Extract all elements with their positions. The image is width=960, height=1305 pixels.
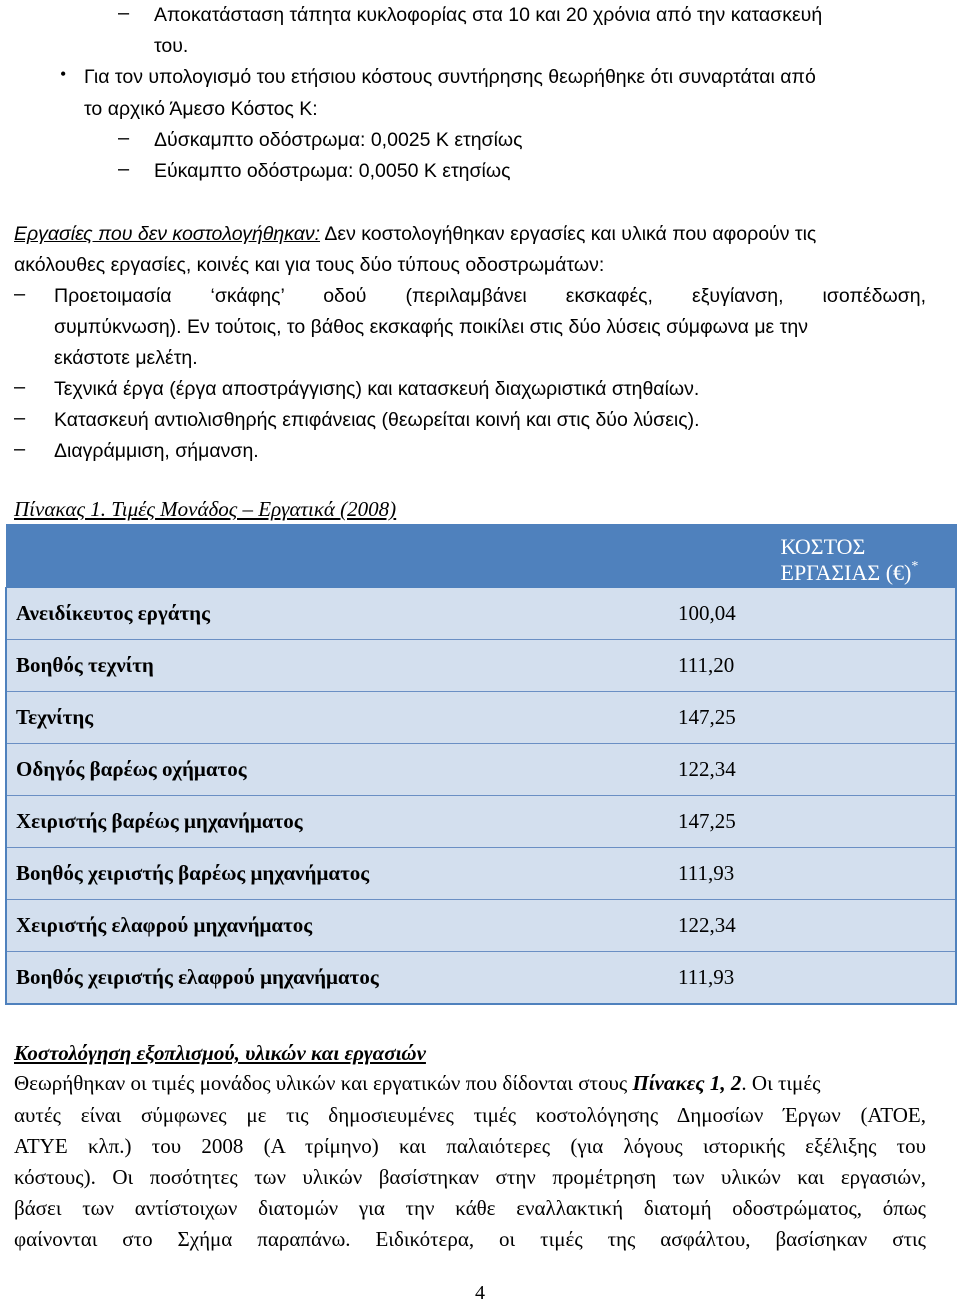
costing-line-1: Θεωρήθηκαν οι τιμές μονάδος υλικών και εργατικών που δίδονται στους Πίνακες 1, 2. Οι τιμές: [14, 1071, 821, 1095]
table-row: [6, 848, 956, 900]
uncosted-line-2: ακόλουθες εργασίες, κοινές και για τους δύο τύπους οδοστρωμάτων:: [14, 254, 605, 276]
table-row: [6, 588, 956, 640]
dash-marker: –: [14, 376, 26, 398]
uncosted-item: Κατασκευή αντιολισθηρής επιφάνειας (θεωρείται κοινή και στις δύο λύσεις).: [54, 409, 700, 431]
row-label: Χειριστής ελαφρού μηχανήματος: [6, 900, 676, 952]
row-value: 100,04: [676, 588, 956, 640]
bullet-text: Για τον υπολογισμό του ετήσιου κόστους συντήρησης θεωρήθηκε ότι συναρτάται από: [84, 66, 816, 88]
sub-item-rigid: Δύσκαμπτο οδόστρωμα: 0,0025 Κ ετησίως: [154, 129, 523, 151]
uncosted-item: Προετοιμασία ‘σκάφης’ οδού (περιλαμβάνει εκσκαφές, εξυγίανση, ισοπέδωση,: [54, 285, 926, 307]
table-row: [6, 900, 956, 952]
uncosted-intro: Δεν κοστολογήθηκαν εργασίες και υλικά που αφορούν τις: [324, 223, 817, 245]
dash-marker: –: [14, 407, 26, 429]
table-header-row: [6, 525, 956, 588]
row-value: 111,93: [676, 952, 956, 1005]
dash-item-text-cont: του.: [154, 35, 189, 57]
costing-line: ΑΤΥΕ κλπ.) του 2008 (Α τρίμηνο) και παλαιότερες (για λόγους ιστορικής εξέλιξης του: [14, 1134, 926, 1158]
row-value: 147,25: [676, 796, 956, 848]
costing-line: φαίνονται στο Σχήμα παραπάνω. Ειδικότερα, οι τιμές της ασφάλτου, βασίσηκαν στις: [14, 1227, 926, 1251]
table-header: ΚΟΣΤΟΣ ΕΡΓΑΣΙΑΣ (€)*: [676, 525, 956, 588]
row-label: Χειριστής βαρέως μηχανήματος: [6, 796, 676, 848]
uncosted-item: Τεχνικά έργα (έργα αποστράγγισης) και κατασκευή διαχωριστικά στηθαίων.: [54, 378, 700, 400]
costing-line: βάσει των αντίστοιχων διατομών για την κάθε εναλλακτική διατομή οδοστρώματος, όπως: [14, 1196, 926, 1220]
costing-line: κόστους). Οι ποσότητες των υλικών βασίστηκαν στην προμέτρηση των υλικών και εργασιών,: [14, 1165, 926, 1189]
row-value: 111,93: [676, 848, 956, 900]
row-label: Βοηθός τεχνίτη: [6, 640, 676, 692]
uncosted-heading: Εργασίες που δεν κοστολογήθηκαν:: [14, 223, 321, 245]
row-value: 122,34: [676, 900, 956, 952]
table-row: [6, 640, 956, 692]
labor-cost-table: [5, 524, 957, 1005]
table-row: [6, 744, 956, 796]
dash-marker: –: [14, 283, 26, 305]
page-number: 4: [475, 1282, 485, 1304]
row-label: Βοηθός χειριστής βαρέως μηχανήματος: [6, 848, 676, 900]
row-value: 111,20: [676, 640, 956, 692]
row-value: 122,34: [676, 744, 956, 796]
uncosted-item: Διαγράμμιση, σήμανση.: [54, 440, 259, 462]
dash-marker: –: [118, 127, 130, 149]
dash-marker: –: [118, 2, 130, 24]
bullet-marker: •: [60, 64, 67, 84]
tables-reference: Πίνακες 1, 2: [632, 1071, 742, 1095]
footnote-mark: *: [911, 558, 919, 574]
table-caption: Πίνακας 1. Τιμές Μονάδος – Εργατικά (2008): [14, 497, 397, 521]
row-value: 147,25: [676, 692, 956, 744]
table-row: [6, 692, 956, 744]
table-row: [6, 796, 956, 848]
row-label: Τεχνίτης: [6, 692, 676, 744]
costing-line: αυτές είναι σύμφωνες με τις δημοσιευμένες τιμές κοστολόγησης Δημοσίων Έργων (ΑΤΟΕ,: [14, 1103, 926, 1127]
uncosted-item-cont: εκάστοτε μελέτη.: [54, 347, 198, 369]
row-label: Ανειδίκευτος εργάτης: [6, 588, 676, 640]
bullet-text-cont: το αρχικό Άμεσο Κόστος Κ:: [84, 98, 318, 120]
costing-heading: Κοστολόγηση εξοπλισμού, υλικών και εργασιών: [14, 1041, 426, 1065]
dash-item-text: Αποκατάσταση τάπητα κυκλοφορίας στα 10 και 20 χρόνια από την κατασκευή: [154, 4, 823, 26]
uncosted-line-1: [14, 221, 926, 247]
dash-marker: –: [118, 158, 130, 180]
row-label: Οδηγός βαρέως οχήματος: [6, 744, 676, 796]
dash-marker: –: [14, 438, 26, 460]
row-label: Βοηθός χειριστής ελαφρού μηχανήματος: [6, 952, 676, 1005]
sub-item-flexible: Εύκαμπτο οδόστρωμα: 0,0050 Κ ετησίως: [154, 160, 511, 182]
uncosted-item-cont: συμπύκνωση). Εν τούτοις, το βάθος εκσκαφής ποικίλει στις δύο λύσεις σύμφωνα με την: [54, 316, 808, 338]
table-row: [6, 952, 956, 1005]
